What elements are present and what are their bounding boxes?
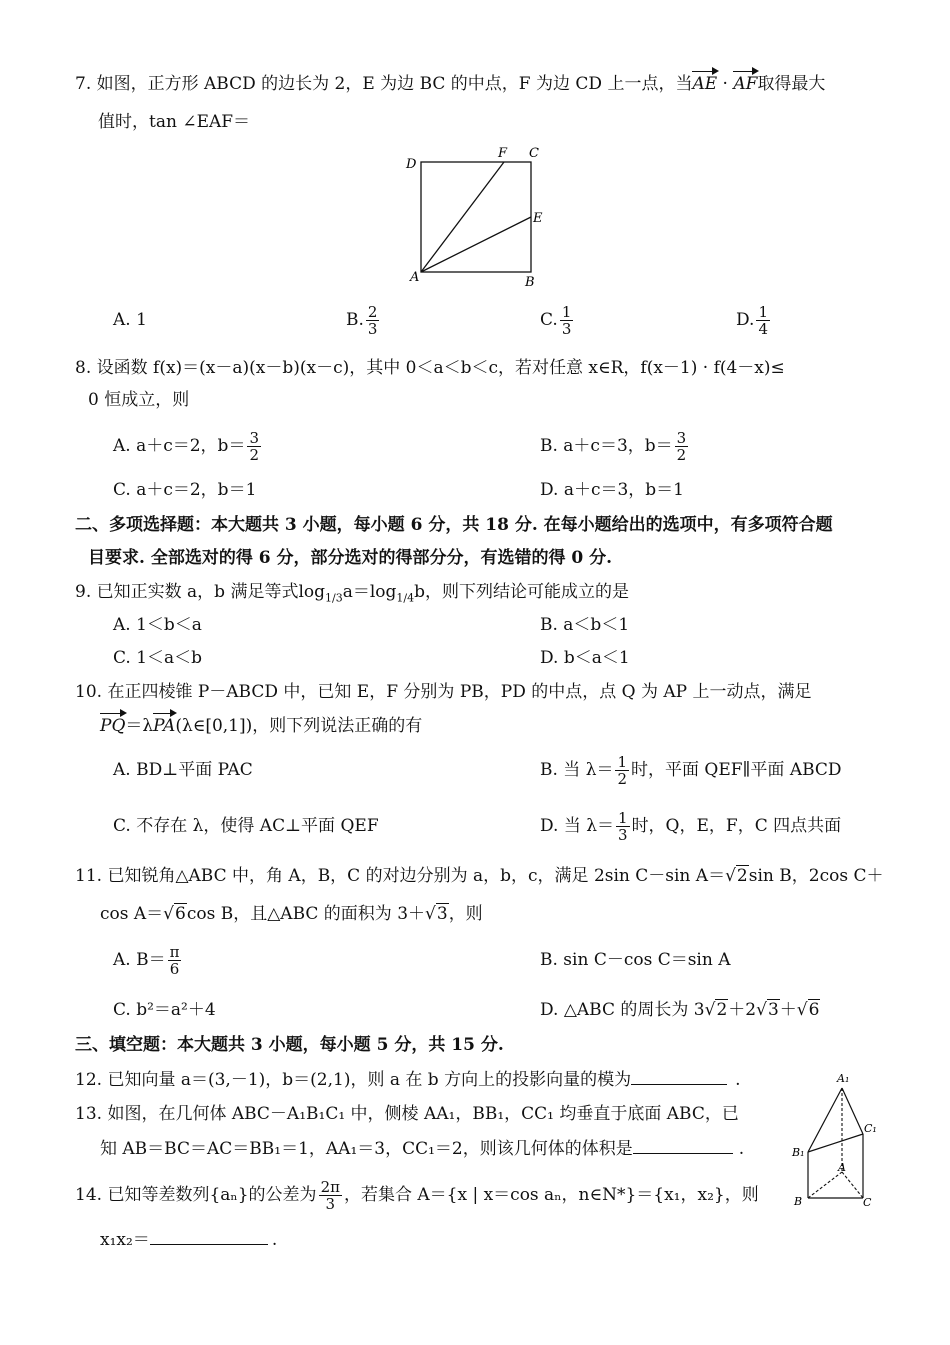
section2-header-line1: 二、多项选择题：本大题共 3 小题，每小题 6 分，共 18 分. 在每小题给出的选项中，有多项符合题	[75, 515, 833, 535]
label-c: C	[529, 146, 539, 161]
vector-af: AF	[733, 74, 758, 94]
q10-option-a: A. BD⊥平面 PAC	[113, 760, 253, 780]
q11-option-b: B. sin C－cos C＝sin A	[540, 950, 731, 970]
q10-option-c: C. 不存在 λ，使得 AC⊥平面 QEF	[113, 816, 379, 836]
q13-line1: 13. 如图，在几何体 ABC－A₁B₁C₁ 中，侧棱 AA₁，BB₁，CC₁ 均垂直于底面 ABC，已	[75, 1104, 739, 1124]
q14-line1: 14. 已知等差数列{aₙ}的公差为 $\frac{2\pi}{3}$ ，若集合 A＝{x | x＝cos aₙ，n∈N*}＝{x₁，x₂}，则	[75, 1178, 759, 1213]
q11-line2: cos A＝√6cos B，且△ABC 的面积为 3＋√3，则	[100, 904, 483, 924]
label-a: A	[838, 1161, 846, 1174]
q11-line1: 11. 已知锐角△ABC 中，角 A，B，C 的对边分别为 a，b，c，满足 2sin C－sin A＝√2sin B，2cos C＋	[75, 866, 884, 886]
label-b: B	[525, 275, 535, 290]
q8-option-c: C. a＋c＝2，b＝1	[113, 480, 257, 500]
q7-option-d: D. $\frac{1}{4}$	[736, 303, 768, 338]
q10-line1: 10. 在正四棱锥 P－ABCD 中，已知 E，F 分别为 PB，PD 的中点，点 Q 为 AP 上一动点，满足	[75, 682, 812, 702]
q7-square-figure	[400, 140, 560, 290]
section3-header: 三、填空题：本大题共 3 小题，每小题 5 分，共 15 分.	[75, 1035, 504, 1055]
label-c: C	[863, 1196, 872, 1209]
q7-option-c: C. $\frac{1}{3}$	[540, 303, 572, 338]
q11-option-d: D. △ABC 的周长为 3√2＋2√3＋√6	[540, 1000, 820, 1020]
q12-answer-blank[interactable]	[631, 1068, 727, 1085]
q12-stem: 12. 已知向量 a＝(3,－1)，b＝(2,1)，则 a 在 b 方向上的投影向量的模为 .	[75, 1070, 741, 1090]
q9-option-d: D. b＜a＜1	[540, 648, 630, 668]
label-b1: B₁	[792, 1146, 805, 1159]
q8-line1: 8. 设函数 f(x)＝(x－a)(x－b)(x－c)，其中 0＜a＜b＜c，若对任意 x∈R，f(x－1) · f(4－x)≤	[75, 358, 785, 378]
vector-pq: PQ	[100, 716, 126, 736]
vector-ae: AE	[692, 74, 718, 94]
q9-option-b: B. a＜b＜1	[540, 615, 630, 635]
section2-header-line2: 目要求. 全部选对的得 6 分，部分选对的得部分分，有选错的得 0 分.	[88, 548, 613, 568]
label-e: E	[533, 211, 543, 226]
label-c1: C₁	[864, 1122, 877, 1135]
q9-stem: 9. 已知正实数 a，b 满足等式$\log_{1/3}a=\log_{1/4}b$，则下列结论可能成立的是	[75, 582, 630, 605]
q10-option-d: D. 当 λ＝ $\frac{1}{3}$ 时，Q，E，F，C 四点共面	[540, 809, 842, 844]
q7-option-b: B. $\frac{2}{3}$	[346, 303, 378, 338]
label-a1: A₁	[837, 1072, 850, 1085]
q7-line1: 7. 如图，正方形 ABCD 的边长为 2，E 为边 BC 的中点，F 为边 CD 上一点，当AE · AF取得最大	[75, 74, 826, 94]
q13-answer-blank[interactable]	[633, 1137, 733, 1154]
q11-option-c: C. b²＝a²＋4	[113, 1000, 216, 1020]
q13-prism-figure	[790, 1068, 885, 1213]
q14-line2: x₁x₂＝ .	[100, 1230, 278, 1250]
q8-option-d: D. a＋c＝3，b＝1	[540, 480, 685, 500]
q9-option-a: A. 1＜b＜a	[113, 615, 202, 635]
q7-line2: 值时，tan ∠EAF＝	[98, 112, 251, 132]
q9-option-c: C. 1＜a＜b	[113, 648, 203, 668]
q14-answer-blank[interactable]	[150, 1228, 268, 1245]
label-b: B	[794, 1195, 803, 1208]
q13-line2: 知 AB＝BC＝AC＝BB₁＝1，AA₁＝3，CC₁＝2，则该几何体的体积是 .	[100, 1139, 745, 1159]
q11-option-a: A. B＝ $\frac{\pi}{6}$	[113, 943, 180, 978]
label-d: D	[406, 157, 417, 172]
label-a: A	[410, 270, 420, 285]
q8-line2: 0 恒成立，则	[88, 390, 190, 410]
label-f: F	[498, 146, 508, 161]
q10-option-b: B. 当 λ＝ $\frac{1}{2}$ 时，平面 QEF∥平面 ABCD	[540, 753, 842, 788]
vector-pa: PA	[153, 716, 176, 736]
q8-option-b: B. a＋c＝3，b＝ $\frac{3}{2}$	[540, 429, 687, 464]
q7-option-a: A. 1	[113, 310, 147, 330]
q8-option-a: A. a＋c＝2，b＝ $\frac{3}{2}$	[113, 429, 259, 464]
q10-line2: PQ＝λPA(λ∈[0,1])，则下列说法正确的有	[100, 716, 423, 736]
